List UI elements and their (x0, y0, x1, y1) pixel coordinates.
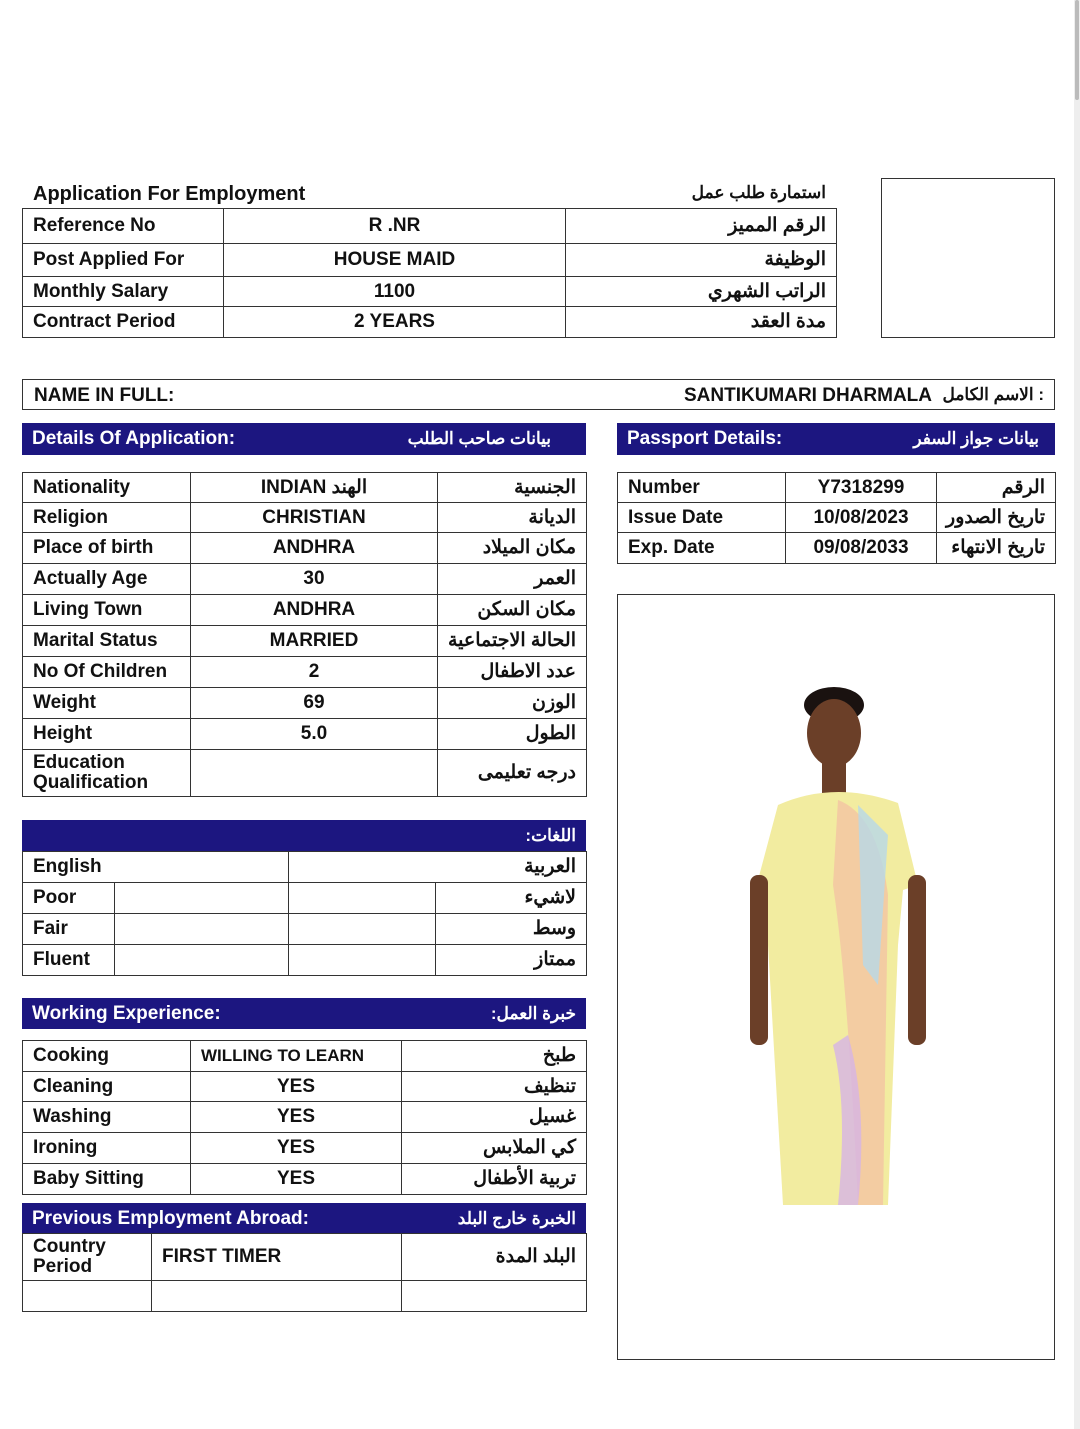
table-row (23, 307, 837, 338)
empty-cell (402, 1281, 587, 1312)
label: Monthly Salary (23, 277, 224, 307)
label-arabic: تربية الأطفال (402, 1164, 587, 1195)
english-level-cell (115, 883, 289, 914)
table-row (23, 945, 587, 976)
label: Religion (23, 503, 191, 533)
table-row (23, 503, 587, 533)
table-row (23, 1281, 587, 1312)
scrollbar-thumb[interactable] (1075, 0, 1079, 100)
previous-title-arabic: الخبرة خارج البلد (457, 1208, 576, 1228)
table-row (23, 1133, 587, 1164)
label-arabic: الوزن (438, 688, 587, 719)
details-title-arabic: بيانات صاحب الطلب (407, 429, 551, 448)
table-row (23, 564, 587, 595)
table-row (23, 1234, 587, 1281)
details-title: Details Of Application: (32, 428, 236, 449)
value: HOUSE MAID (224, 244, 566, 277)
label: Nationality (23, 473, 191, 503)
form-title-arabic: استمارة طلب عمل (691, 183, 826, 202)
arabic-label: العربية (289, 852, 587, 883)
label-arabic: درجه تعليمى (438, 750, 587, 797)
value: 69 (191, 688, 438, 719)
applicant-photo (738, 685, 938, 1210)
languages-table (22, 851, 587, 976)
label: Ironing (23, 1133, 191, 1164)
label-arabic: العمر (438, 564, 587, 595)
level-label-arabic: وسط (436, 914, 587, 945)
job-table (22, 208, 837, 338)
form-title: Application For Employment (33, 183, 306, 205)
label-arabic: مدة العقد (566, 307, 837, 338)
value: MARRIED (191, 626, 438, 657)
label: Height (23, 719, 191, 750)
empty-cell (23, 1281, 152, 1312)
table-row (23, 719, 587, 750)
label-arabic: مكان الميلاد (438, 533, 587, 564)
label-arabic: عدد الاطفال (438, 657, 587, 688)
label: Post Applied For (23, 244, 224, 277)
label-arabic: كي الملابس (402, 1133, 587, 1164)
english-level-cell (115, 945, 289, 976)
label: Cooking (23, 1041, 191, 1072)
table-row (23, 883, 587, 914)
scrollbar[interactable] (1074, 0, 1080, 1429)
passport-table (617, 472, 1056, 564)
english-label: English (23, 852, 289, 883)
label: Contract Period (23, 307, 224, 338)
level-label: Fair (23, 914, 115, 945)
table-row (23, 209, 837, 244)
previous-employment-header (22, 1203, 586, 1234)
details-table (22, 472, 587, 797)
value: INDIAN الهند (191, 473, 438, 503)
label-arabic: مكان السكن (438, 595, 587, 626)
value: 2 (191, 657, 438, 688)
name-label-arabic: : الاسم الكامل (942, 385, 1044, 404)
level-label-arabic: ممتاز (436, 945, 587, 976)
label: Place of birth (23, 533, 191, 564)
value: 1100 (224, 277, 566, 307)
value: YES (191, 1164, 402, 1195)
level-label-arabic: لاشيء (436, 883, 587, 914)
table-row (23, 1102, 587, 1133)
value: 2 YEARS (224, 307, 566, 338)
value: 5.0 (191, 719, 438, 750)
full-name-row (22, 379, 1055, 410)
value: YES (191, 1102, 402, 1133)
level-label: Poor (23, 883, 115, 914)
value: ANDHRA (191, 595, 438, 626)
experience-title: Working Experience: (32, 1002, 221, 1024)
label-arabic: تاريخ الانتهاء (937, 533, 1056, 564)
label: Washing (23, 1102, 191, 1133)
label: Living Town (23, 595, 191, 626)
experience-title-arabic: خبرة العمل: (490, 1003, 576, 1023)
name-label: NAME IN FULL: (34, 385, 175, 406)
value: YES (191, 1072, 402, 1102)
previous-employment-table (22, 1233, 587, 1312)
table-row (23, 688, 587, 719)
photo-box-small (881, 178, 1055, 338)
table-row (23, 1072, 587, 1102)
label-arabic: غسيل (402, 1102, 587, 1133)
label-arabic: الوظيفة (566, 244, 837, 277)
table-row (23, 277, 837, 307)
label-arabic: الجنسية (438, 473, 587, 503)
label: Baby Sitting (23, 1164, 191, 1195)
label-arabic: الحالة الاجتماعية (438, 626, 587, 657)
experience-header (22, 998, 586, 1029)
label-arabic: طبخ (402, 1041, 587, 1072)
label: Reference No (23, 209, 224, 244)
value: 10/08/2023 (786, 503, 937, 533)
label-arabic: الديانة (438, 503, 587, 533)
table-row (23, 595, 587, 626)
empty-cell (152, 1281, 402, 1312)
level-label: Fluent (23, 945, 115, 976)
country-period-label: Country Period (23, 1234, 152, 1281)
table-row (23, 657, 587, 688)
details-header (22, 423, 586, 455)
value: YES (191, 1133, 402, 1164)
country-period-label-arabic: البلد المدة (402, 1234, 587, 1281)
table-row (23, 244, 837, 277)
value (191, 750, 438, 797)
passport-title-arabic: بيانات جواز السفر (913, 429, 1039, 448)
label-arabic: تنظيف (402, 1072, 587, 1102)
label-arabic: تاريخ الصدور (937, 503, 1056, 533)
passport-title: Passport Details: (627, 428, 783, 449)
passport-header (617, 423, 1055, 455)
value: R .NR (224, 209, 566, 244)
experience-table (22, 1040, 587, 1195)
table-row (23, 914, 587, 945)
label: Issue Date (618, 503, 786, 533)
label: Weight (23, 688, 191, 719)
table-row (23, 750, 587, 797)
label: No Of Children (23, 657, 191, 688)
english-level-cell (115, 914, 289, 945)
table-row (23, 1041, 587, 1072)
value: WILLING TO LEARN (191, 1041, 402, 1072)
value: CHRISTIAN (191, 503, 438, 533)
table-row (618, 533, 1056, 564)
arabic-level-cell (289, 883, 436, 914)
value: Y7318299 (786, 473, 937, 503)
label-arabic: الرقم المميز (566, 209, 837, 244)
arabic-level-cell (289, 914, 436, 945)
table-row (23, 473, 587, 503)
table-row (23, 533, 587, 564)
previous-title: Previous Employment Abroad: (32, 1207, 309, 1229)
value: ANDHRA (191, 533, 438, 564)
languages-header (22, 820, 586, 852)
label-arabic: الرقم (937, 473, 1056, 503)
table-row (23, 626, 587, 657)
value: 30 (191, 564, 438, 595)
label: Actually Age (23, 564, 191, 595)
label: Marital Status (23, 626, 191, 657)
label-arabic: الطول (438, 719, 587, 750)
label: Education Qualification (23, 750, 191, 797)
label: Number (618, 473, 786, 503)
label-arabic: الراتب الشهري (566, 277, 837, 307)
languages-title-arabic: اللغات: (525, 826, 576, 845)
name-value: SANTIKUMARI DHARMALA (683, 385, 932, 406)
label: Exp. Date (618, 533, 786, 564)
label: Cleaning (23, 1072, 191, 1102)
applicant-photo-box (617, 594, 1055, 1360)
table-row (23, 1164, 587, 1195)
table-row (618, 503, 1056, 533)
table-row (618, 473, 1056, 503)
country-period-value: FIRST TIMER (152, 1234, 402, 1281)
arabic-level-cell (289, 945, 436, 976)
table-row (23, 852, 587, 883)
value: 09/08/2033 (786, 533, 937, 564)
